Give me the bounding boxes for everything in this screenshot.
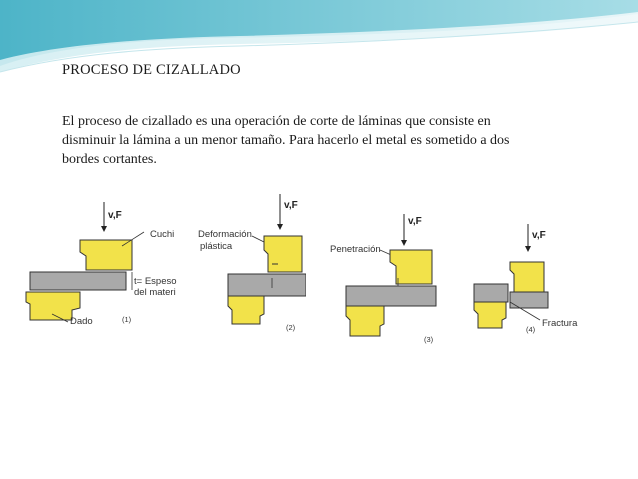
fig2-punch [264,236,302,272]
fig2-die [228,296,264,324]
fig1-thickness-label-1: t= Espeso [134,276,177,287]
figure-shearing-stage-3 [308,192,470,358]
slide-title: PROCESO DE CIZALLADO [62,62,241,78]
fig4-fracture-label: Fractura [542,318,578,329]
fig2-sheet [228,274,306,296]
figure-4-drawing [466,212,600,342]
fig1-sheet [30,272,126,290]
fig2-deformation-label-2: plástica [200,241,233,252]
fig2-deformation-label-1: Deformación [198,229,252,240]
fig3-force-label: v,F [408,216,422,227]
figure-3-drawing [308,192,470,358]
fig1-thickness-label-2: del materi [134,287,176,298]
fig4-number: (4) [526,325,536,334]
figure-2-drawing [194,192,306,342]
fig1-force-label: v,F [108,210,122,221]
fig1-number: (1) [122,315,132,324]
figure-shearing-stage-1 [22,196,180,334]
fig3-penetration-label: Penetración [330,244,381,255]
figure-shearing-stage-2 [194,192,306,342]
slide-body-text: El proceso de cizallado es una operación de corte de láminas que consiste en disminuir la lámina a un menor tamaño. Para hacerlo el metal es sometido a dos bordes cortantes. [62,114,510,167]
figure-1-drawing [22,196,180,334]
fig3-punch [390,250,432,284]
fig3-number: (3) [424,335,434,344]
fig2-number: (2) [286,323,296,332]
fig1-cuchilla-label: Cuchi [150,229,175,240]
fig4-punch [510,262,544,292]
fig4-sheet-left [474,284,508,302]
fig1-dado-label: Dado [70,316,93,327]
figure-shearing-stage-4 [466,212,600,342]
fig2-force-label: v,F [284,200,298,211]
fig4-force-label: v,F [532,230,546,241]
fig3-sheet [346,286,436,306]
fig4-die [474,302,506,328]
fig3-die [346,306,384,336]
